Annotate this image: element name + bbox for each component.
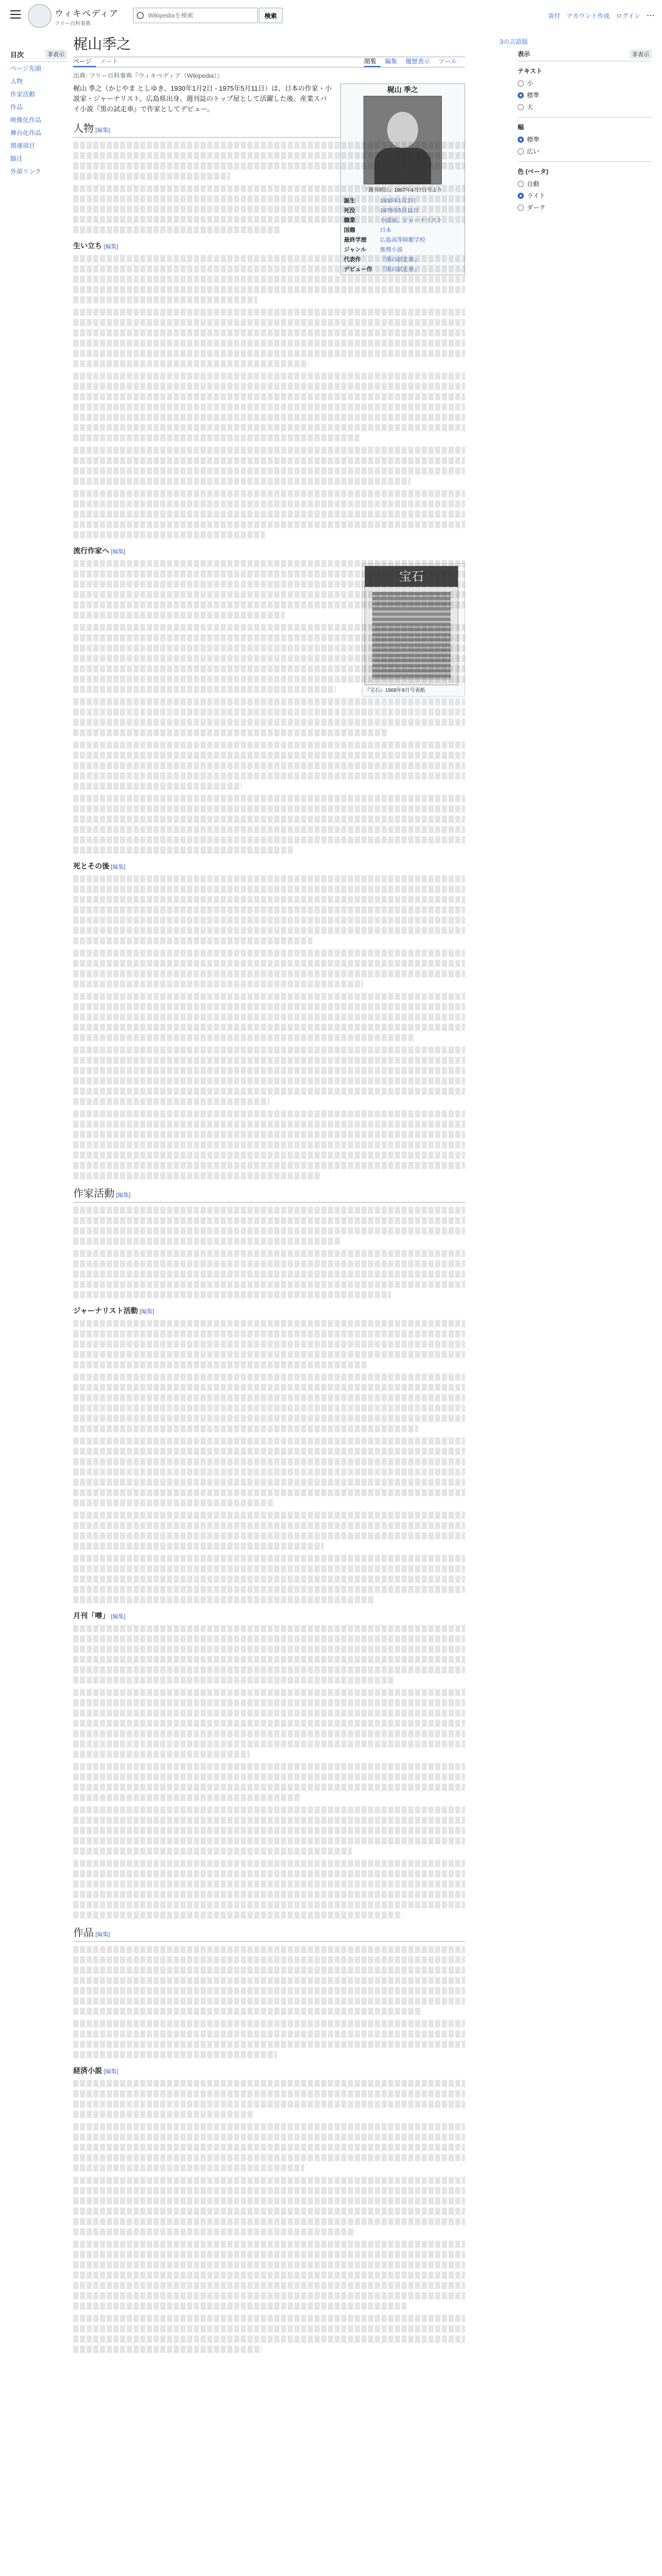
article-body: [73, 83, 465, 2358]
edit-section-link[interactable]: [編集]: [94, 1931, 110, 1938]
radio-label: 小: [527, 80, 534, 87]
radio-label: 大: [527, 104, 534, 111]
body-paragraph: [73, 1250, 465, 1298]
body-paragraph: [73, 698, 465, 736]
page-tabs: [73, 54, 465, 67]
section-heading: [73, 1928, 465, 1942]
wordmark[interactable]: [55, 6, 119, 27]
color-label: 色 (ベータ): [518, 168, 549, 175]
body-paragraph: [73, 1046, 465, 1105]
infobox-key: 誕生: [344, 198, 355, 204]
infobox-key: 職業: [344, 217, 355, 224]
section-heading: [73, 1189, 465, 1202]
subsection-heading: [73, 2065, 465, 2077]
infobox-key: デビュー作: [344, 266, 372, 273]
heading-text: ジャーナリスト活動: [73, 1307, 138, 1315]
infobox-row: [341, 226, 465, 235]
more-options-icon[interactable]: ⋯: [647, 11, 655, 20]
infobox: [340, 83, 465, 275]
infobox-key: 代表作: [344, 257, 361, 263]
tab-history[interactable]: 履歴表示: [405, 58, 431, 65]
search-icon: [137, 12, 144, 19]
wordmark-title: ウィキペディア: [55, 9, 119, 19]
wordmark-sub: フリー百科事典: [55, 21, 91, 27]
wikipedia-logo[interactable]: [28, 4, 52, 28]
subsection-heading: [73, 1306, 465, 1317]
radio-label: 標準: [527, 136, 540, 143]
radio-label: ダーク: [527, 204, 546, 211]
appearance-title: 表示: [518, 50, 531, 58]
portrait-photo[interactable]: [363, 96, 442, 184]
body-paragraph: [73, 1437, 465, 1506]
radio-label: 標準: [527, 92, 540, 99]
heading-text: 人物: [73, 123, 94, 134]
tab-page[interactable]: ページ: [73, 54, 96, 67]
body-paragraph: [73, 1946, 465, 2015]
infobox-value[interactable]: 日本: [380, 227, 391, 233]
table-of-contents: [10, 49, 67, 178]
radio-option[interactable]: [518, 89, 652, 101]
search-box[interactable]: [133, 8, 258, 23]
edit-link[interactable]: 編集: [112, 864, 124, 870]
toc-item[interactable]: 関連項目: [10, 142, 36, 149]
tab-read[interactable]: 閲覧: [364, 54, 380, 67]
figure-caption: 『宝石』1968年9月号表紙: [365, 688, 425, 693]
body-paragraph: [73, 490, 465, 538]
heading-text: 経済小説: [73, 2066, 102, 2075]
body-paragraph: [73, 950, 465, 988]
toc-hide-button[interactable]: 非表示: [45, 49, 67, 59]
edit-section-link[interactable]: [編集]: [114, 1192, 131, 1198]
edit-section-link[interactable]: [編集]: [138, 1309, 154, 1315]
toc-item[interactable]: 作家活動: [10, 91, 36, 98]
toc-title: 目次: [10, 51, 24, 59]
toc-item[interactable]: 外部リンク: [10, 168, 41, 175]
body-paragraph: [73, 2177, 465, 2235]
infobox-value[interactable]: 広島高等師範学校: [380, 237, 425, 243]
infobox-row: [341, 235, 465, 245]
radio-icon: [518, 181, 524, 187]
width-label: 幅: [518, 124, 524, 131]
subsection-heading: [73, 546, 465, 557]
infobox-value[interactable]: 『黒の試走車』: [380, 257, 420, 263]
body-paragraph: [73, 1555, 465, 1603]
user-links: [548, 10, 655, 21]
magazine-masthead: 宝石: [365, 566, 458, 587]
page-title: 梶山季之: [73, 33, 465, 57]
radio-option[interactable]: [518, 101, 652, 113]
intro-paragraph: 梶山 季之（かじやま としゆき、1930年1月2日 - 1975年5月11日）は、日本の作家・小説家・ジャーナリスト。広島県出身。週刊誌のトップ屋として活躍した後、産業スパイ小説『黒の試走車』で作家としてデビュー。: [73, 84, 332, 113]
body-paragraph: [73, 993, 465, 1041]
body-paragraph: [73, 1625, 465, 1684]
body-paragraph: [73, 372, 465, 442]
photo-caption: 『週刊朝日』1967年4月7日号より: [363, 188, 442, 193]
tagline: 出典: フリー百科事典『ウィキペディア（Wikipedia）』: [73, 72, 223, 79]
tab-talk[interactable]: ノート: [100, 58, 119, 65]
edit-link[interactable]: 編集: [141, 1309, 153, 1315]
infobox-key: 最終学歴: [344, 237, 367, 243]
toc-item[interactable]: 舞台化作品: [10, 129, 42, 137]
radio-option[interactable]: [518, 133, 652, 145]
toc-item[interactable]: 映像化作品: [10, 116, 42, 124]
subsection-heading: [73, 861, 465, 872]
heading-text: 月刊「噂」: [73, 1612, 109, 1620]
body-paragraph: [73, 1512, 465, 1550]
body-paragraph: [73, 2315, 465, 2353]
appearance-panel: [518, 49, 652, 213]
radio-icon: [518, 193, 524, 199]
edit-link[interactable]: 編集: [112, 1614, 124, 1620]
toc-item[interactable]: 脚注: [10, 155, 23, 162]
radio-option[interactable]: [518, 145, 652, 157]
infobox-key: 国籍: [344, 227, 355, 233]
site-header: [0, 0, 662, 30]
body-paragraph: [73, 1110, 465, 1179]
edit-section-link[interactable]: [編集]: [109, 549, 126, 555]
body-paragraph: [73, 1806, 465, 1855]
language-selector[interactable]: 3の言語版: [500, 38, 528, 45]
radio-label: 広い: [527, 148, 540, 155]
radio-option[interactable]: [518, 178, 652, 190]
radio-icon: [518, 205, 524, 211]
radio-option[interactable]: [518, 77, 652, 89]
infobox-key: 死没: [344, 208, 355, 214]
radio-icon: [518, 148, 524, 155]
edit-section-link[interactable]: [編集]: [109, 1614, 126, 1620]
radio-option[interactable]: [518, 201, 652, 213]
edit-section-link[interactable]: [編集]: [102, 244, 119, 250]
body-paragraph: [73, 2020, 465, 2058]
infobox-value[interactable]: 小説家、ジャーナリスト: [380, 217, 442, 224]
search-input[interactable]: [147, 11, 242, 20]
radio-option[interactable]: [518, 190, 652, 201]
radio-icon: [518, 92, 524, 98]
body-paragraph: [73, 1374, 465, 1432]
create-account-link[interactable]: アカウント作成: [566, 12, 610, 20]
body-paragraph: [73, 1860, 465, 1919]
heading-text: 作家活動: [73, 1188, 114, 1199]
body-paragraph: [73, 1689, 465, 1758]
login-link[interactable]: ログイン: [616, 12, 640, 20]
radio-label: ライト: [527, 192, 545, 199]
edit-link[interactable]: 編集: [97, 127, 109, 133]
infobox-value[interactable]: 1975年5月11日: [380, 208, 419, 214]
toc-item[interactable]: 人物: [10, 78, 23, 85]
heading-text: 生い立ち: [73, 242, 102, 250]
donate-link[interactable]: 寄付: [548, 12, 560, 20]
body-paragraph: [73, 309, 465, 367]
edit-section-link[interactable]: [編集]: [102, 2069, 119, 2075]
radio-icon: [518, 137, 524, 143]
infobox-key: ジャンル: [344, 247, 367, 253]
appearance-hide-button[interactable]: 非表示: [630, 49, 652, 59]
body-paragraph: [73, 2123, 465, 2172]
main-menu-icon[interactable]: [10, 10, 21, 19]
body-paragraph: [73, 447, 465, 485]
infobox-title: 梶山 季之: [387, 86, 418, 94]
body-paragraph: [73, 1207, 465, 1245]
body-paragraph: [73, 875, 465, 944]
text-size-label: テキスト: [518, 67, 542, 75]
radio-label: 自動: [527, 180, 540, 188]
infobox-value[interactable]: 『黒の試走車』: [380, 266, 420, 273]
body-paragraph: [73, 2080, 465, 2118]
toc-item[interactable]: ページ先頭: [10, 65, 41, 72]
tab-tools[interactable]: ツール: [438, 58, 457, 65]
body-paragraph: [73, 1763, 465, 1801]
body-paragraph: [73, 741, 465, 790]
body-paragraph: [73, 795, 465, 854]
tab-edit[interactable]: 編集: [385, 58, 398, 65]
edit-link[interactable]: 編集: [112, 549, 124, 555]
edit-link[interactable]: 編集: [105, 2069, 117, 2075]
toc-item[interactable]: 作品: [10, 104, 23, 111]
edit-section-link[interactable]: [編集]: [109, 864, 126, 870]
edit-link[interactable]: 編集: [105, 244, 117, 250]
infobox-value[interactable]: 推理小説: [380, 247, 403, 253]
heading-text: 流行作家へ: [73, 547, 109, 555]
edit-link[interactable]: 編集: [97, 1931, 109, 1938]
edit-link[interactable]: 編集: [118, 1192, 129, 1198]
subsection-heading: [73, 1611, 465, 1622]
infobox-row: [341, 245, 465, 255]
body-paragraph: [73, 2241, 465, 2310]
body-paragraph: [73, 1320, 465, 1368]
radio-icon: [518, 80, 524, 87]
search-button[interactable]: 検索: [259, 8, 283, 23]
infobox-value[interactable]: 1930年1月2日: [380, 198, 416, 204]
heading-text: 死とその後: [73, 862, 109, 870]
edit-section-link[interactable]: [編集]: [94, 127, 110, 133]
radio-icon: [518, 104, 524, 110]
heading-text: 作品: [73, 1927, 94, 1939]
body-paragraph: [73, 624, 465, 693]
